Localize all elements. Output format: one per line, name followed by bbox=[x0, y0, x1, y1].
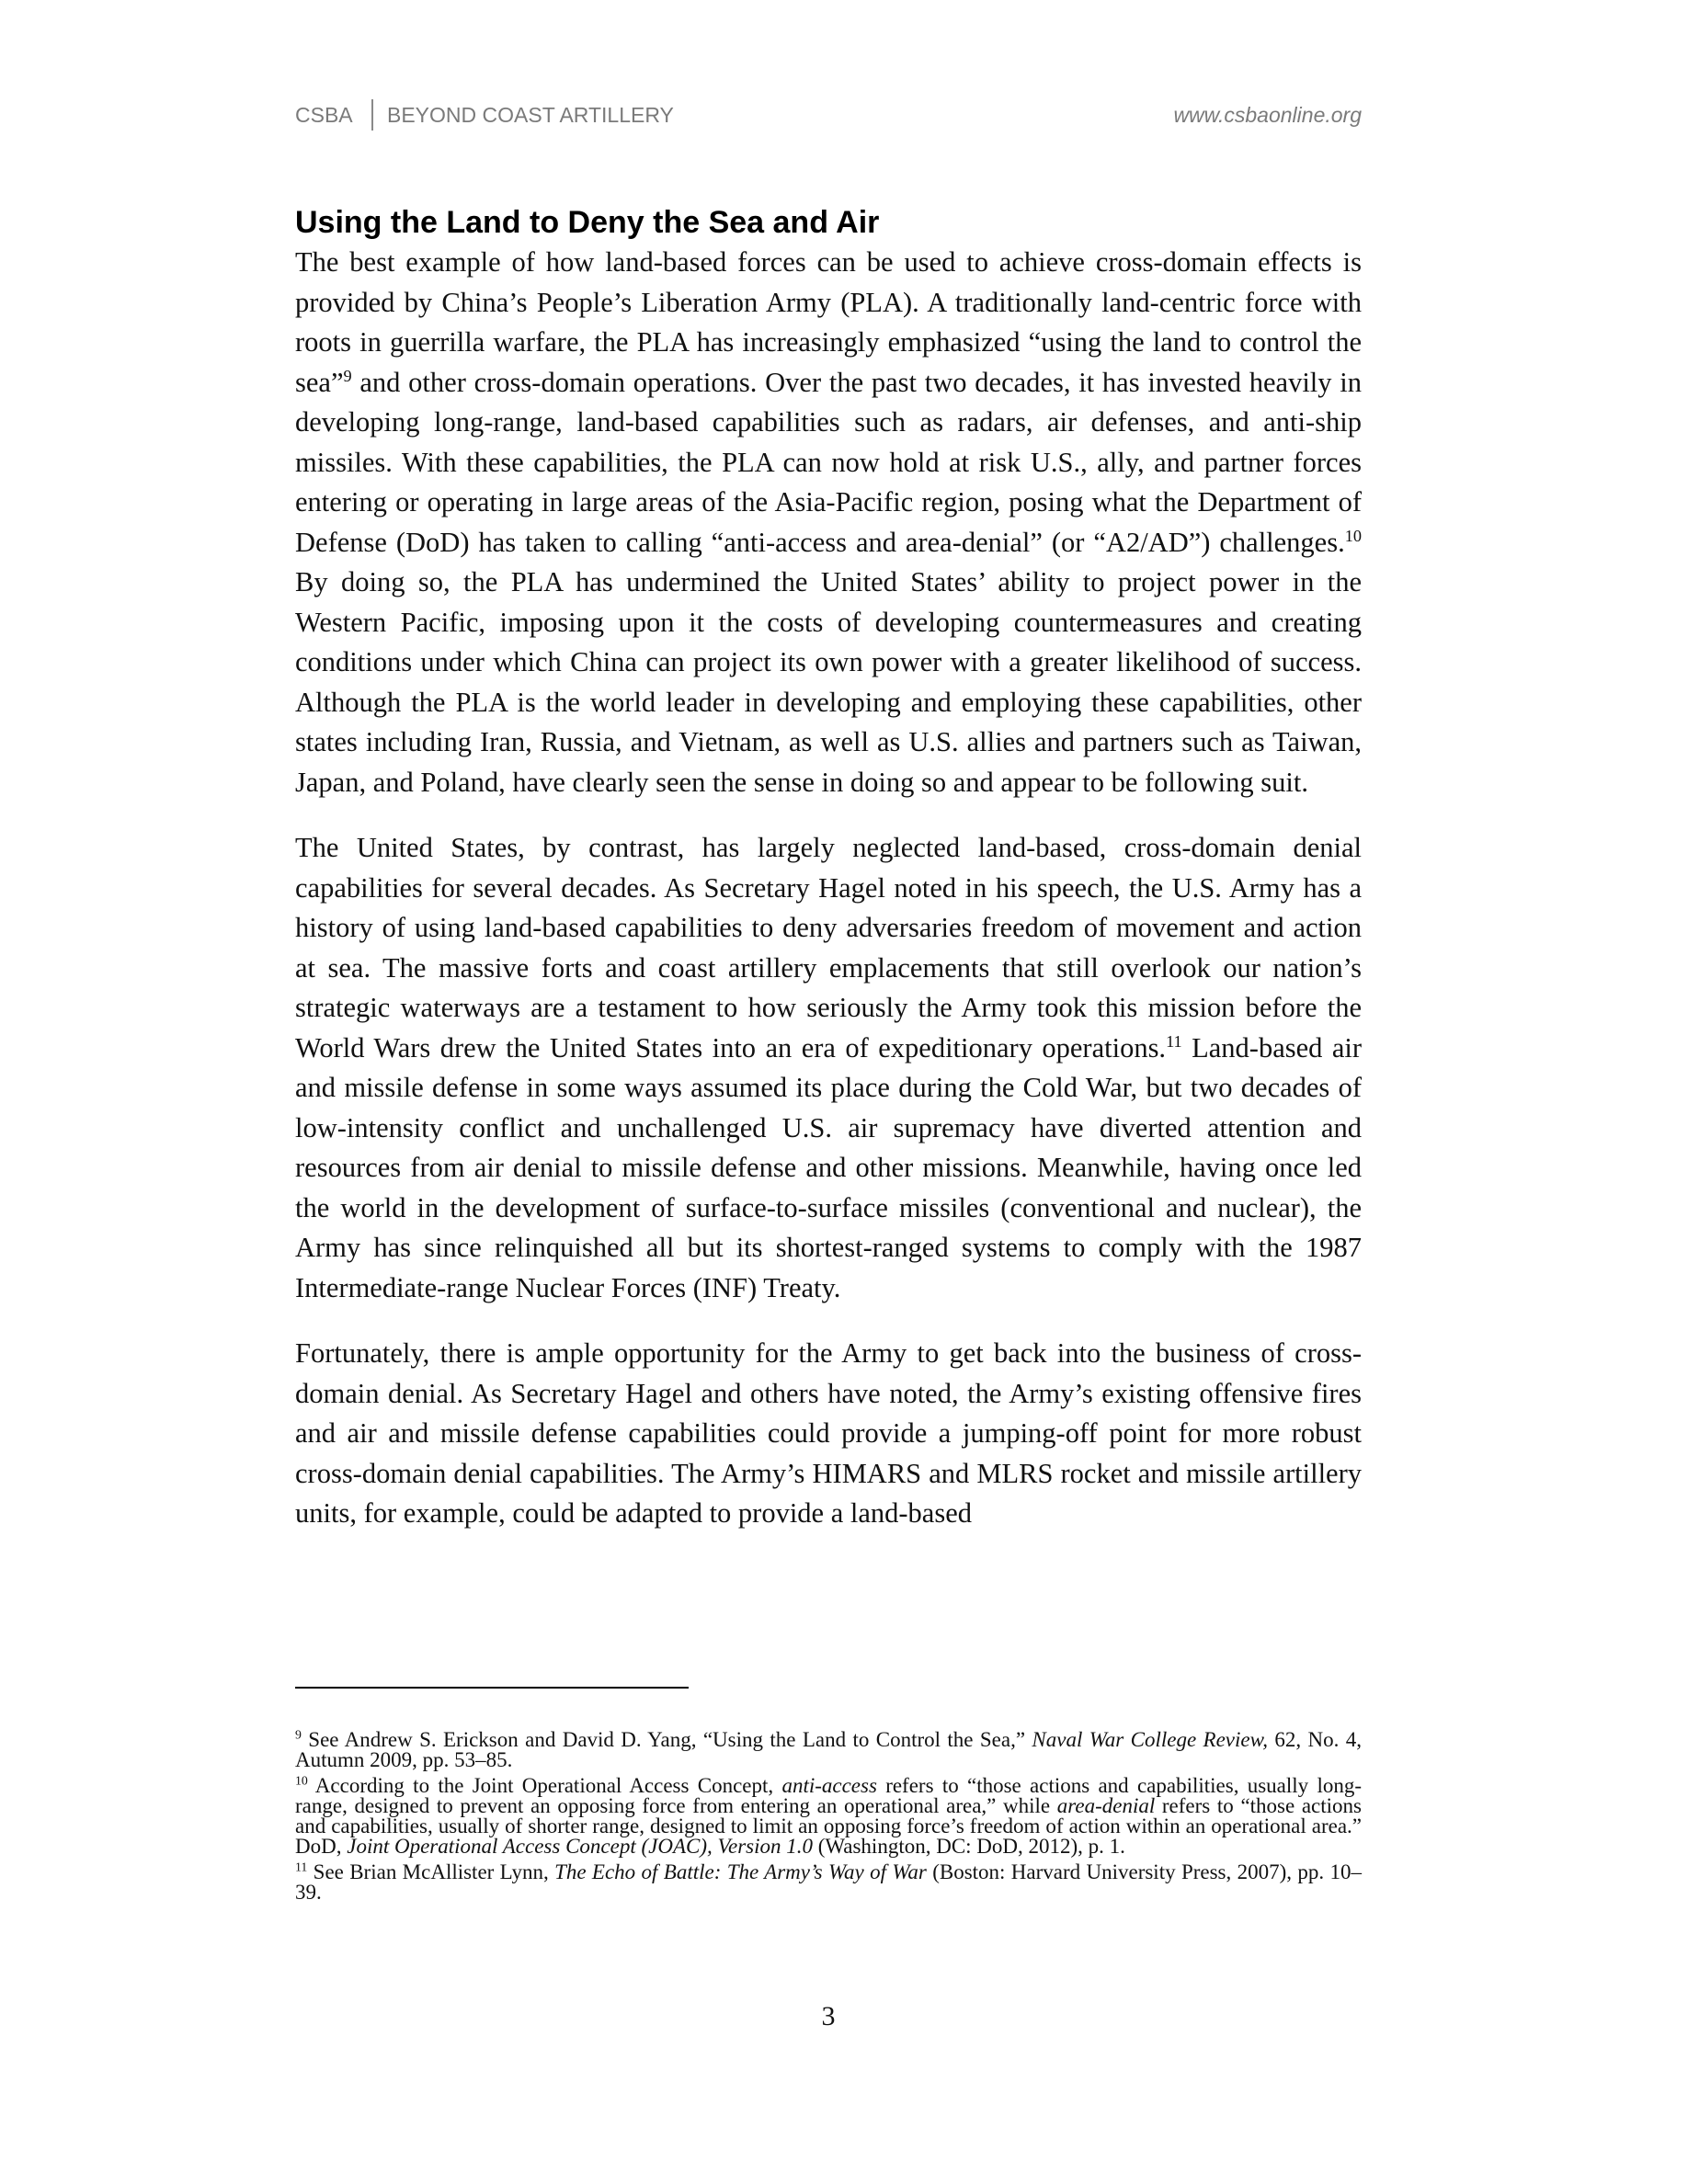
header-separator bbox=[371, 99, 373, 131]
paragraph-1 bbox=[295, 243, 1362, 802]
footnote-10-text-a: According to the Joint Operational Access Concept, bbox=[307, 1774, 782, 1797]
section-heading: Using the Land to Deny the Sea and Air bbox=[295, 205, 880, 240]
header-url: www.csbaonline.org bbox=[1173, 103, 1362, 127]
paragraph-3-text: Fortunately, there is ample opportunity for the Army to get back into the business of cross-domain denial. As Secretary Hagel and others have noted, the Army’s existing offensive fires and air and missile defense capabilities could provide a jumping-off point for more robust cross-domain denial capabilities. The Army’s HIMARS and MLRS rocket and missile artillery units, for example, could be adapted to provide a land-based bbox=[295, 1337, 1362, 1529]
footnote-11 bbox=[295, 1862, 1362, 1903]
header-series-title: BEYOND COAST ARTILLERY bbox=[387, 103, 674, 127]
footnote-10-term-anti-access: anti-access bbox=[781, 1774, 877, 1797]
paragraph-1-text-b: and other cross-domain operations. Over the past two decades, it has invested heavily in developing long-range, land-based capabilities such as radars, air defenses, and anti-ship missiles. With these capabilities, the PLA can now hold at risk U.S., ally, and partner forces entering or operating in large areas of the Asia-Pacific region, posing what the Department of Defense (DoD) has taken to calling “anti-access and area-denial” (or “A2/AD”) challenges. bbox=[295, 366, 1362, 558]
footnote-10 bbox=[295, 1773, 1363, 1858]
footnote-10-term-area-denial: area-denial bbox=[1056, 1794, 1156, 1817]
footnote-9-text-a: See Andrew S. Erickson and David D. Yang, “Using the Land to Control the Sea,” bbox=[301, 1728, 1032, 1751]
footnote-10-text-d: (Washington, DC: DoD, 2012), p. 1. bbox=[813, 1835, 1125, 1858]
footnote-10-text-b: refers to “those actions and capabilities, usually long-range, designed to prevent an opposing force from entering an operational area,” while bbox=[295, 1774, 1363, 1817]
header-org: CSBA bbox=[295, 103, 353, 127]
paragraph-2-text-a: The United States, by contrast, has largely neglected land-based, cross-domain denial capabilities for several decades. As Secretary Hagel noted in his speech, the U.S. Army has a history of using land-based capabilities to deny adversaries freedom of movement and action at sea. The massive forts and coast artillery emplacements that still overlook our nation’s strategic waterways are a testament to how seriously the Army took this mission before the World Wars drew the United States into an era of expeditionary operations. bbox=[295, 832, 1362, 1064]
footnote-9-number: 9 bbox=[295, 1727, 302, 1742]
paragraph-3 bbox=[295, 1334, 1362, 1534]
footnote-9-journal-title: Naval War College Review, bbox=[1032, 1728, 1268, 1751]
footnote-11-book-title: The Echo of Battle: The Army’s Way of War bbox=[554, 1860, 927, 1883]
paragraph-2-text-b: Land-based air and missile defense in some ways assumed its place during the Cold War, but two decades of low-intensity conflict and unchallenged U.S. air supremacy have diverted attention and resources from air denial to missile defense and other missions. Meanwhile, having once led the world in the development of surface-to-surface missiles (conventional and nuclear), the Army has since relinquished all but its shortest-ranged systems to comply with the 1987 Intermediate-range Nuclear Forces (INF) Treaty. bbox=[295, 1031, 1362, 1303]
footnote-9 bbox=[295, 1727, 1362, 1771]
page-number: 3 bbox=[821, 2001, 836, 2031]
footnote-divider bbox=[295, 1687, 689, 1689]
footnote-9-text-b: 62, No. 4, Autumn 2009, pp. 53–85. bbox=[295, 1728, 1362, 1771]
paragraph-1-text-c: By doing so, the PLA has undermined the United States’ ability to project power in the Western Pacific, imposing upon it the costs of developing countermeasures and creating conditions under which China can project its own power with a greater likelihood of success. Although the PLA is the world leader in developing and employing these capabilities, other states including Iran, Russia, and Vietnam, as well as U.S. allies and partners such as Taiwan, Japan, and Poland, have clearly seen the sense in doing so and appear to be following suit. bbox=[295, 566, 1362, 798]
footnote-10-document-title: Joint Operational Access Concept (JOAC), Version 1.0 bbox=[347, 1835, 813, 1858]
footnote-11-text-b: (Boston: Harvard University Press, 2007), pp. 10–39. bbox=[295, 1860, 1362, 1904]
main-content bbox=[295, 202, 1362, 1560]
running-header bbox=[295, 103, 1362, 140]
footnote-ref-10[interactable]: 10 bbox=[1344, 526, 1362, 545]
footnote-ref-9[interactable]: 9 bbox=[343, 366, 352, 385]
footnote-11-text-a: See Brian McAllister Lynn, bbox=[307, 1860, 555, 1883]
footnote-10-text-c: refers to “those actions and capabilities, usually of shorter range, designed to limit an opposing force’s freedom of action within an operational area.” DoD, bbox=[295, 1794, 1362, 1858]
paragraph-1-text-a: The best example of how land-based forces can be used to achieve cross-domain effects is provided by China’s People’s Liberation Army (PLA). A traditionally land-centric force with roots in guerrilla warfare, the PLA has increasingly emphasized “using the land to control the sea” bbox=[295, 246, 1362, 398]
paragraph-2 bbox=[295, 828, 1362, 1308]
footnotes bbox=[295, 1727, 1363, 1908]
footnote-ref-11[interactable]: 11 bbox=[1166, 1031, 1182, 1051]
footnote-10-number: 10 bbox=[295, 1773, 308, 1788]
footnote-11-number: 11 bbox=[295, 1860, 308, 1874]
